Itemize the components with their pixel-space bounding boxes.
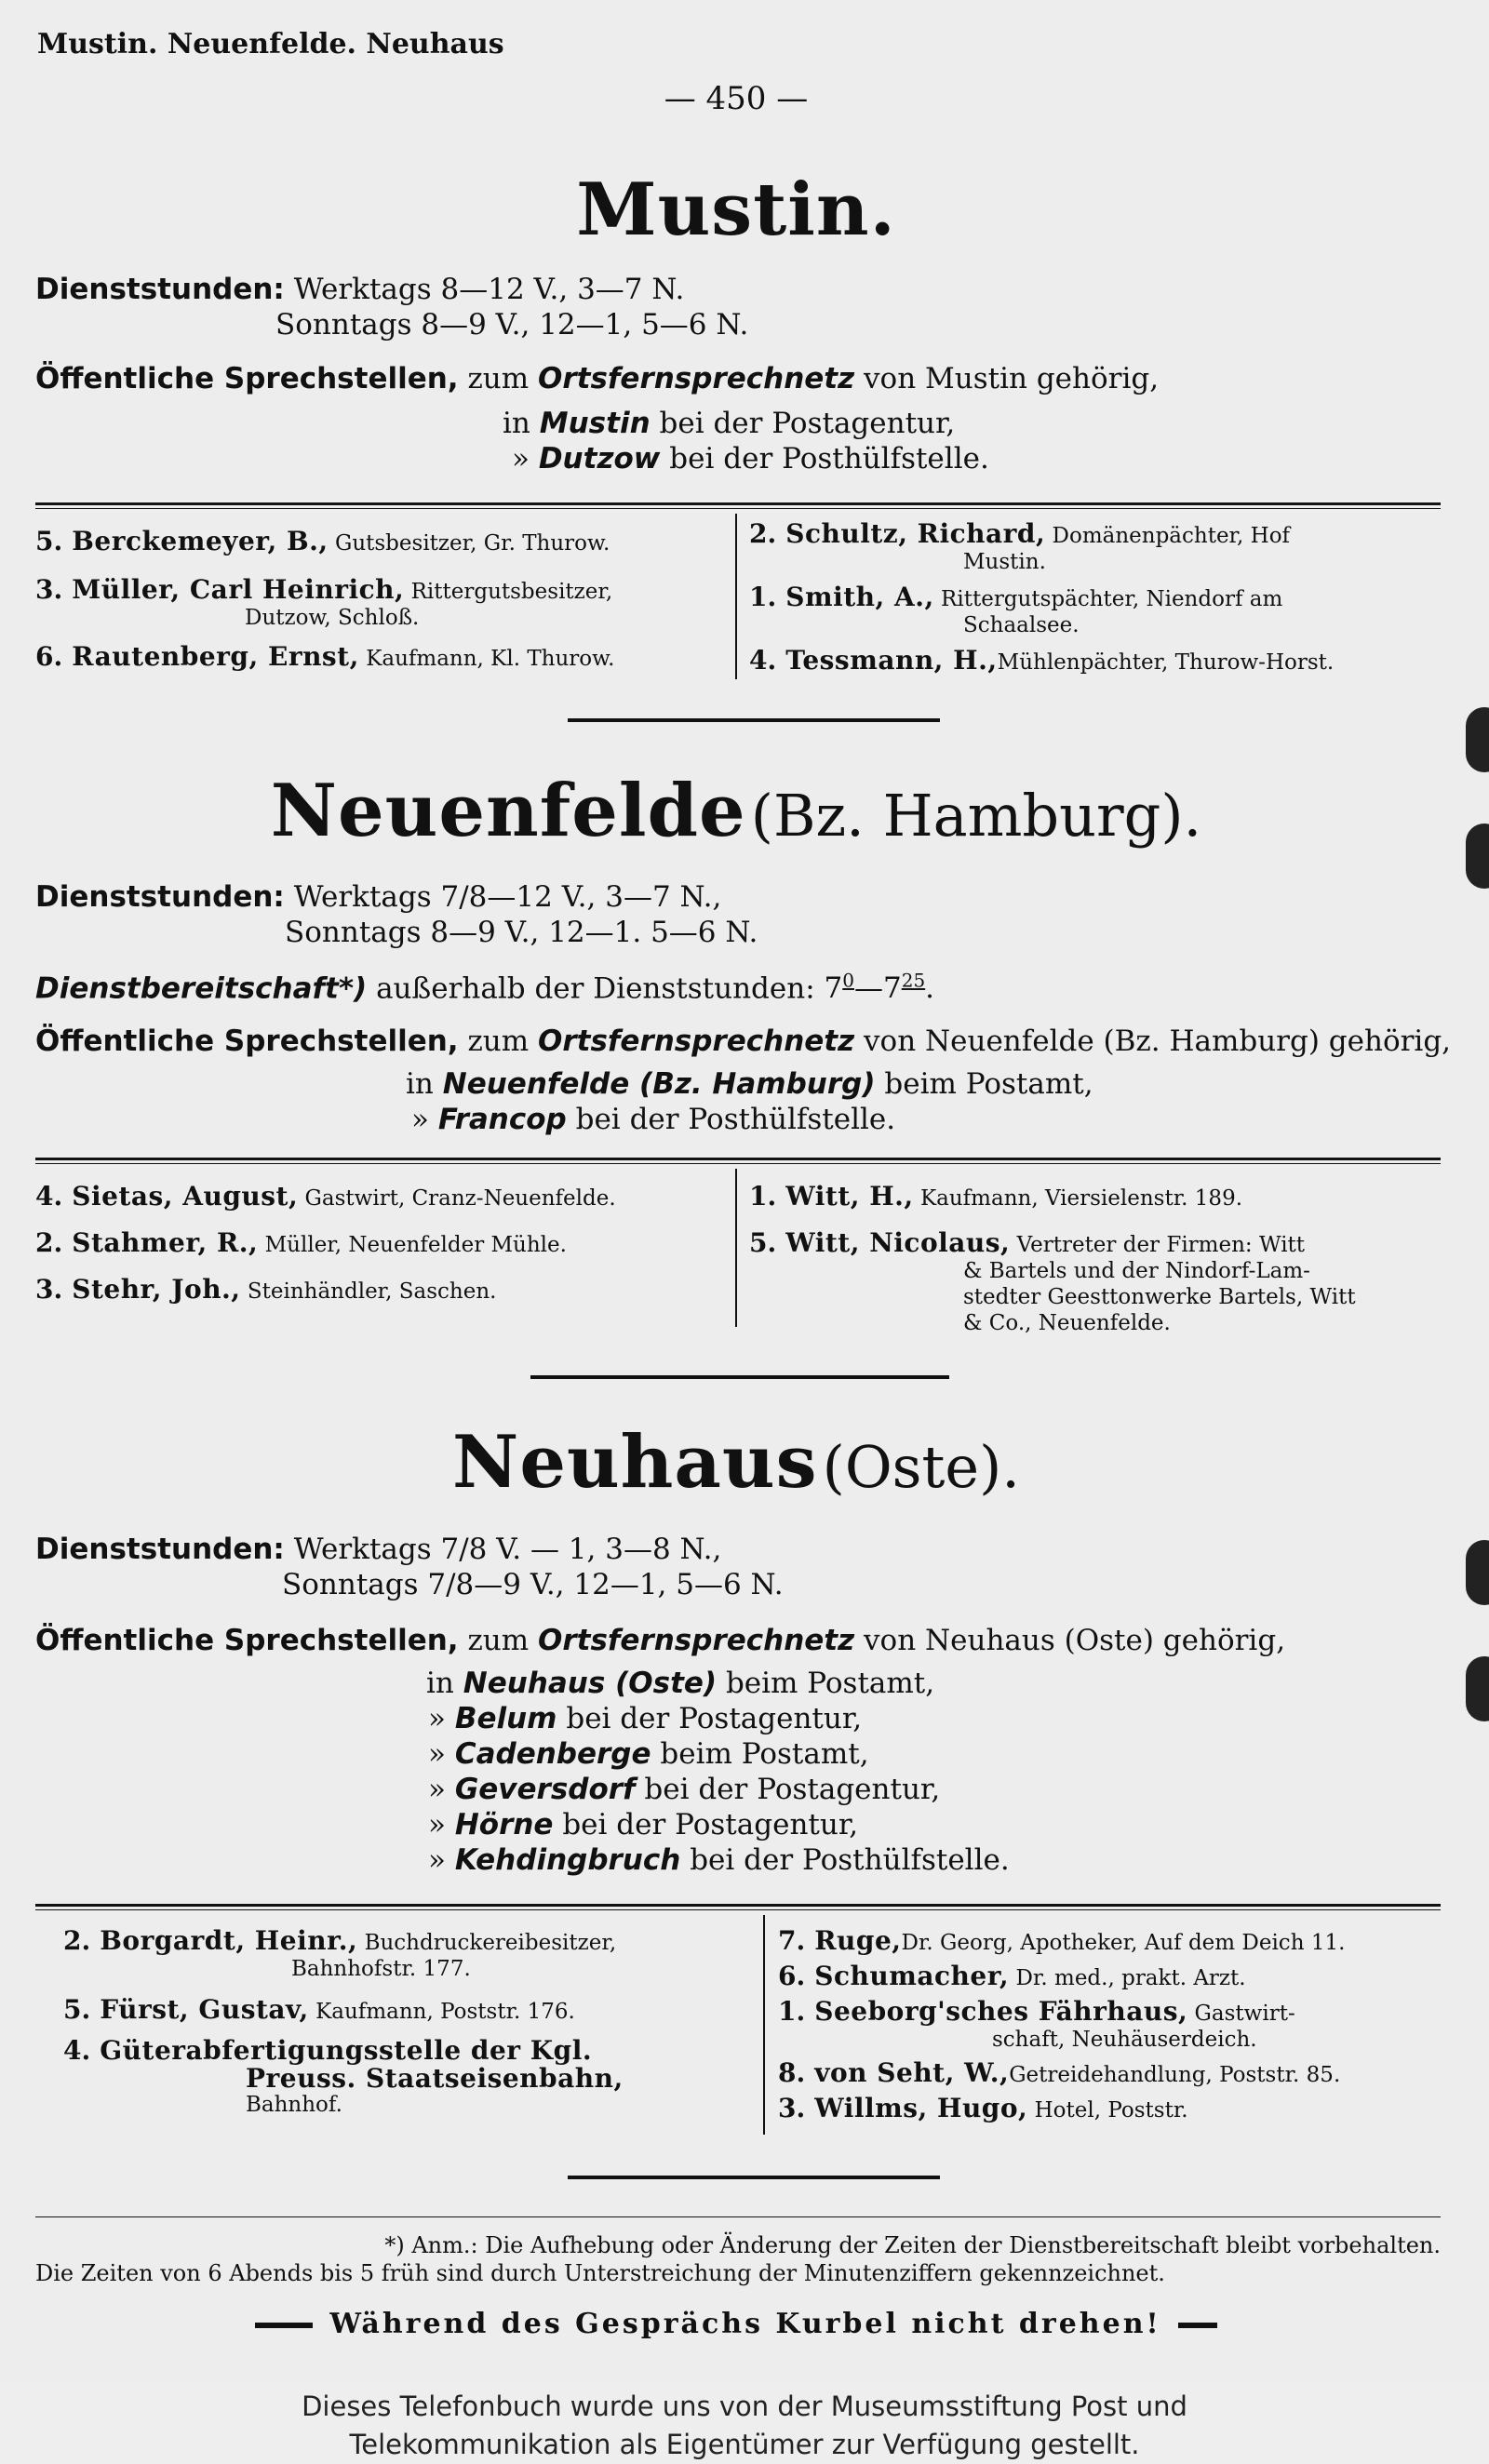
section-separator — [568, 718, 940, 722]
public-label: Öffentliche Sprechstellen, — [35, 1624, 459, 1657]
hours-weekday: Werktags 7/8—12 V., 3—7 N., — [293, 880, 722, 914]
running-head: Mustin. Neuenfelde. Neuhaus — [37, 28, 504, 60]
station-list-mustin — [503, 406, 989, 476]
listing-left-mustin — [35, 526, 724, 672]
footnote — [35, 2231, 1441, 2287]
list-item: 3. Müller, Carl Heinrich, Rittergutsbesitzer, Dutzow, Schloß. — [35, 574, 613, 630]
hours-weekday: Werktags 8—12 V., 3—7 N. — [293, 273, 685, 306]
public-tail: von Neuenfelde (Bz. Hamburg) gehörig, — [864, 1024, 1452, 1058]
punch-hole — [1466, 1540, 1489, 1605]
credit-line: Dieses Telefonbuch wurde uns von der Museumsstiftung Post und — [302, 2390, 1187, 2422]
credit-caption — [0, 2388, 1489, 2464]
hours-label: Dienststunden: — [35, 880, 285, 914]
service-readiness — [35, 970, 934, 1005]
station-line: » Dutzow bei der Posthülfstelle. — [512, 442, 989, 475]
station-line: » Cadenberge beim Postamt, — [428, 1737, 869, 1771]
station-line: » Belum bei der Postagentur, — [428, 1702, 863, 1735]
hours-weekday: Werktags 7/8 V. — 1, 3—8 N., — [293, 1533, 722, 1566]
list-item: 4. Tessmann, H.,Mühlenpächter, Thurow-Horst. — [749, 645, 1335, 676]
public-network: Ortsfernsprechnetz — [538, 362, 855, 395]
hours-sunday: Sonntags 8—9 V., 12—1, 5—6 N. — [275, 308, 749, 341]
town-heading-neuenfelde — [0, 769, 1472, 853]
public-stations-neuhaus — [35, 1623, 1285, 1658]
readiness-label: Dienstbereitschaft*) — [35, 971, 368, 1006]
public-tail: von Neuhaus (Oste) gehörig, — [864, 1624, 1286, 1657]
section-rule — [35, 1904, 1441, 1910]
list-item: 6. Schumacher, Dr. med., prakt. Arzt. — [778, 1961, 1246, 1991]
public-mid: zum — [467, 1024, 530, 1058]
town-heading-neuhaus — [0, 1420, 1472, 1505]
town-name: Neuenfelde — [270, 769, 746, 853]
page-number: — 450 — — [664, 80, 809, 117]
section-rule — [35, 502, 1441, 509]
list-item: 4. Sietas, August, Gastwirt, Cranz-Neuenfelde. — [35, 1181, 616, 1212]
town-district: (Bz. Hamburg). — [750, 782, 1202, 850]
list-item: 2. Stahmer, R., Müller, Neuenfelder Mühle. — [35, 1227, 567, 1258]
list-item: 2. Borgardt, Heinr., Buchdruckereibesitzer, Bahnhofstr. 177. — [63, 1925, 617, 1981]
list-item: 4. Güterabfertigungsstelle der Kgl. Preuss. Staatseisenbahn, Bahnhof. — [63, 2035, 624, 2117]
public-mid: zum — [467, 362, 530, 395]
town-name: Mustin. — [576, 167, 896, 252]
station-list-neuenfelde — [406, 1066, 1093, 1137]
town-heading-mustin — [0, 167, 1472, 252]
readiness-time: $7^0—7^{25}$. — [824, 970, 935, 1006]
station-list-neuhaus — [426, 1666, 1010, 1878]
list-item: 1. Seeborg'sches Fährhaus, Gastwirt- schaft, Neuhäuserdeich. — [778, 1996, 1295, 2052]
list-item: 7. Ruge,Dr. Georg, Apotheker, Auf dem Deich 11. — [778, 1925, 1346, 1956]
punch-hole — [1466, 1656, 1489, 1721]
hours-label: Dienststunden: — [35, 273, 285, 306]
list-item: 5. Berckemeyer, B., Gutsbesitzer, Gr. Thurow. — [35, 526, 610, 556]
public-mid: zum — [467, 1624, 530, 1657]
section-separator — [530, 1375, 949, 1379]
hours-mustin — [35, 272, 748, 342]
hours-label: Dienststunden: — [35, 1533, 285, 1566]
footnote-line: Die Zeiten von 6 Abends bis 5 früh sind durch Unterstreichung der Minutenziffern gekennzeichnet. — [35, 2260, 1165, 2286]
public-stations-neuenfelde — [35, 1024, 1451, 1059]
list-item: 5. Fürst, Gustav, Kaufmann, Poststr. 176. — [63, 1994, 575, 2025]
list-item: 2. Schultz, Richard, Domänenpächter, Hof Mustin. — [749, 518, 1291, 574]
station-line: in Neuenfelde (Bz. Hamburg) beim Postamt, — [406, 1067, 1093, 1101]
column-divider — [735, 1169, 737, 1327]
station-line: » Francop bei der Posthülfstelle. — [411, 1103, 896, 1136]
hours-sunday: Sonntags 7/8—9 V., 12—1, 5—6 N. — [282, 1568, 784, 1601]
station-line: » Geversdorf bei der Postagentur, — [428, 1773, 941, 1806]
footnote-rule — [35, 2216, 1441, 2217]
listing-right-neuhaus — [778, 1925, 1448, 2123]
public-tail: von Mustin gehörig, — [864, 362, 1160, 395]
footnote-line: *) Anm.: Die Aufhebung oder Änderung der Zeiten der Dienstbereitschaft bleibt vorbehalten. — [384, 2232, 1441, 2258]
list-item: 3. Stehr, Joh., Steinhändler, Saschen. — [35, 1274, 497, 1305]
public-network: Ortsfernsprechnetz — [538, 1624, 855, 1657]
public-stations-mustin — [35, 361, 1159, 396]
town-name: Neuhaus — [452, 1420, 818, 1505]
listing-right-mustin — [749, 518, 1442, 676]
station-line: » Hörne bei der Postagentur, — [428, 1808, 859, 1841]
hours-sunday: Sonntags 8—9 V., 12—1. 5—6 N. — [285, 916, 758, 949]
list-item: 1. Witt, H., Kaufmann, Viersielenstr. 189. — [749, 1181, 1243, 1212]
list-item: 8. von Seht, W.,Getreidehandlung, Poststr. 85. — [778, 2057, 1341, 2088]
station-line: » Kehdingbruch bei der Posthülfstelle. — [428, 1843, 1010, 1877]
public-label: Öffentliche Sprechstellen, — [35, 1024, 459, 1058]
public-network: Ortsfernsprechnetz — [538, 1024, 855, 1058]
punch-hole — [1466, 824, 1489, 889]
public-label: Öffentliche Sprechstellen, — [35, 362, 459, 395]
station-line: in Mustin bei der Postagentur, — [503, 407, 956, 440]
hours-neuenfelde — [35, 879, 758, 950]
listing-left-neuenfelde — [35, 1181, 724, 1305]
station-line: in Neuhaus (Oste) beim Postamt, — [426, 1667, 935, 1700]
listing-right-neuenfelde — [749, 1181, 1442, 1336]
section-separator — [568, 2176, 940, 2179]
list-item: 5. Witt, Nicolaus, Vertreter der Firmen: Witt & Bartels und der Nindorf-Lam- stedter Geesttonwerke Bartels, Witt & Co., Neuenfelde. — [749, 1227, 1356, 1335]
credit-line: Telekommunikation als Eigentümer zur Verfügung gestellt. — [349, 2429, 1140, 2460]
punch-hole — [1466, 707, 1489, 772]
crank-warning: Während des Gesprächs Kurbel nicht drehen! — [0, 2308, 1472, 2340]
column-divider — [763, 1915, 765, 2135]
listing-left-neuhaus — [63, 1925, 752, 2118]
section-rule — [35, 1158, 1441, 1164]
column-divider — [735, 514, 737, 679]
readiness-text: außerhalb der Dienststunden: — [376, 971, 815, 1006]
list-item: 6. Rautenberg, Ernst, Kaufmann, Kl. Thurow. — [35, 641, 615, 672]
list-item: 3. Willms, Hugo, Hotel, Poststr. — [778, 2093, 1188, 2123]
list-item: 1. Smith, A., Rittergutspächter, Niendorf am Schaalsee. — [749, 582, 1283, 637]
town-district: (Oste). — [822, 1433, 1020, 1501]
hours-neuhaus — [35, 1532, 784, 1602]
